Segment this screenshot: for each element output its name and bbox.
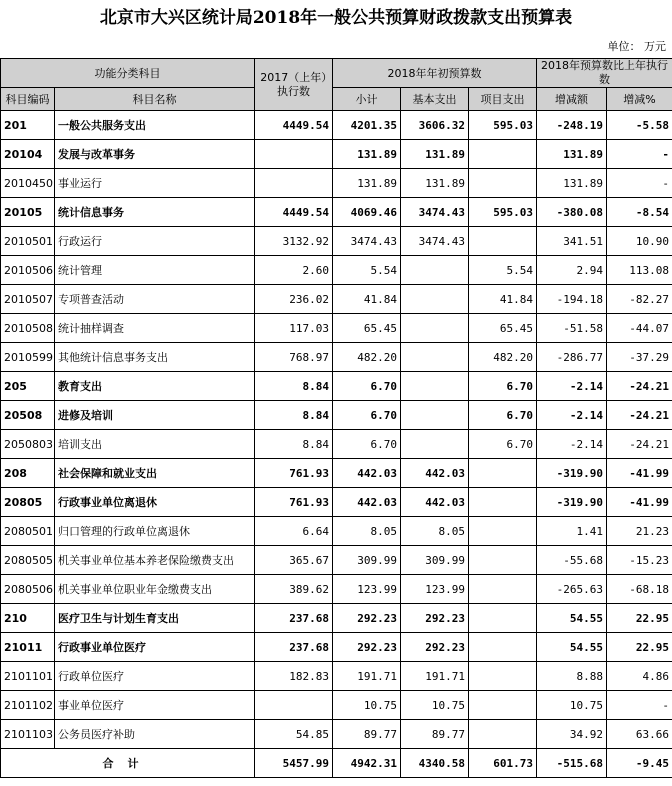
cell-exec: 768.97 — [255, 343, 333, 372]
cell-pct: -15.23 — [607, 546, 672, 575]
cell-pct: -44.07 — [607, 314, 672, 343]
cell-subtotal: 191.71 — [333, 662, 401, 691]
cell-basic: 131.89 — [401, 169, 469, 198]
cell-code: 2080505 — [1, 546, 55, 575]
table-row — [1, 198, 672, 227]
cell-project — [469, 662, 537, 691]
cell-subtotal: 3474.43 — [333, 227, 401, 256]
cell-code: 20105 — [1, 198, 55, 227]
table-row — [1, 517, 672, 546]
cell-name: 专项普查活动 — [55, 285, 255, 314]
cell-basic: 191.71 — [401, 662, 469, 691]
total-project: 601.73 — [469, 749, 537, 778]
cell-subtotal: 41.84 — [333, 285, 401, 314]
cell-name: 机关事业单位基本养老保险缴费支出 — [55, 546, 255, 575]
cell-code: 2010507 — [1, 285, 55, 314]
cell-code: 201 — [1, 111, 55, 140]
cell-name: 统计管理 — [55, 256, 255, 285]
cell-name: 公务员医疗补助 — [55, 720, 255, 749]
cell-exec: 182.83 — [255, 662, 333, 691]
cell-basic: 10.75 — [401, 691, 469, 720]
cell-diff: -319.90 — [537, 488, 607, 517]
cell-name: 统计信息事务 — [55, 198, 255, 227]
cell-project: 6.70 — [469, 401, 537, 430]
cell-code: 20104 — [1, 140, 55, 169]
cell-diff: -2.14 — [537, 401, 607, 430]
cell-pct: -41.99 — [607, 488, 672, 517]
cell-subtotal: 292.23 — [333, 604, 401, 633]
cell-name: 培训支出 — [55, 430, 255, 459]
cell-code: 2010508 — [1, 314, 55, 343]
cell-subtotal: 482.20 — [333, 343, 401, 372]
cell-exec — [255, 140, 333, 169]
cell-pct: 10.90 — [607, 227, 672, 256]
cell-exec: 6.64 — [255, 517, 333, 546]
cell-subtotal: 442.03 — [333, 459, 401, 488]
budget-table — [0, 58, 672, 778]
cell-name: 发展与改革事务 — [55, 140, 255, 169]
cell-basic — [401, 285, 469, 314]
cell-subtotal: 123.99 — [333, 575, 401, 604]
cell-project — [469, 140, 537, 169]
cell-subtotal: 5.54 — [333, 256, 401, 285]
cell-diff: 34.92 — [537, 720, 607, 749]
cell-code: 2101101 — [1, 662, 55, 691]
table-row — [1, 662, 672, 691]
cell-subtotal: 6.70 — [333, 372, 401, 401]
cell-pct: -68.18 — [607, 575, 672, 604]
cell-name: 行政运行 — [55, 227, 255, 256]
cell-basic — [401, 401, 469, 430]
table-row — [1, 372, 672, 401]
cell-project: 595.03 — [469, 111, 537, 140]
table-row — [1, 546, 672, 575]
cell-name: 教育支出 — [55, 372, 255, 401]
table-row — [1, 633, 672, 662]
cell-subtotal: 309.99 — [333, 546, 401, 575]
cell-code: 20508 — [1, 401, 55, 430]
cell-subtotal: 6.70 — [333, 401, 401, 430]
cell-diff: 131.89 — [537, 169, 607, 198]
cell-exec — [255, 169, 333, 198]
table-row — [1, 256, 672, 285]
cell-diff: 54.55 — [537, 633, 607, 662]
cell-project: 6.70 — [469, 430, 537, 459]
header-subtotal: 小计 — [333, 88, 401, 111]
cell-diff: -248.19 — [537, 111, 607, 140]
cell-exec: 365.67 — [255, 546, 333, 575]
header-change-amount: 增减额 — [537, 88, 607, 111]
table-row — [1, 169, 672, 198]
cell-project — [469, 575, 537, 604]
cell-basic: 292.23 — [401, 604, 469, 633]
cell-exec: 2.60 — [255, 256, 333, 285]
cell-diff: -51.58 — [537, 314, 607, 343]
cell-pct: 21.23 — [607, 517, 672, 546]
cell-name: 一般公共服务支出 — [55, 111, 255, 140]
cell-basic: 89.77 — [401, 720, 469, 749]
cell-exec: 8.84 — [255, 372, 333, 401]
total-basic: 4340.58 — [401, 749, 469, 778]
cell-diff: -2.14 — [537, 430, 607, 459]
cell-project — [469, 604, 537, 633]
cell-basic: 3474.43 — [401, 198, 469, 227]
cell-basic: 3606.32 — [401, 111, 469, 140]
cell-pct: - — [607, 169, 672, 198]
header-row-1 — [1, 59, 672, 88]
cell-pct: 63.66 — [607, 720, 672, 749]
header-exec-2017: 2017（上年）执行数 — [255, 59, 333, 111]
total-pct: -9.45 — [607, 749, 672, 778]
cell-project — [469, 546, 537, 575]
cell-subtotal: 4069.46 — [333, 198, 401, 227]
cell-pct: -37.29 — [607, 343, 672, 372]
cell-diff: -194.18 — [537, 285, 607, 314]
cell-code: 2010450 — [1, 169, 55, 198]
table-row — [1, 691, 672, 720]
cell-code: 2050803 — [1, 430, 55, 459]
cell-exec: 389.62 — [255, 575, 333, 604]
cell-exec: 3132.92 — [255, 227, 333, 256]
total-label: 合计 — [1, 749, 255, 778]
cell-diff: 10.75 — [537, 691, 607, 720]
table-row — [1, 488, 672, 517]
cell-exec: 54.85 — [255, 720, 333, 749]
cell-basic: 131.89 — [401, 140, 469, 169]
unit-label: 单位： 万元 — [607, 40, 666, 53]
cell-code: 2010599 — [1, 343, 55, 372]
cell-diff: 131.89 — [537, 140, 607, 169]
table-row — [1, 401, 672, 430]
cell-diff: -380.08 — [537, 198, 607, 227]
cell-project: 482.20 — [469, 343, 537, 372]
cell-project: 595.03 — [469, 198, 537, 227]
cell-project — [469, 720, 537, 749]
cell-exec: 117.03 — [255, 314, 333, 343]
header-compare: 2018年预算数比上年执行数 — [537, 59, 672, 88]
cell-subtotal: 442.03 — [333, 488, 401, 517]
cell-name: 医疗卫生与计划生育支出 — [55, 604, 255, 633]
table-row — [1, 111, 672, 140]
cell-name: 事业运行 — [55, 169, 255, 198]
table-row — [1, 459, 672, 488]
cell-project: 6.70 — [469, 372, 537, 401]
cell-code: 2010501 — [1, 227, 55, 256]
cell-project — [469, 169, 537, 198]
cell-code: 2080501 — [1, 517, 55, 546]
cell-subtotal: 8.05 — [333, 517, 401, 546]
cell-basic: 3474.43 — [401, 227, 469, 256]
cell-code: 208 — [1, 459, 55, 488]
cell-pct: 22.95 — [607, 604, 672, 633]
header-func-group: 功能分类科目 — [1, 59, 255, 88]
cell-basic: 442.03 — [401, 488, 469, 517]
cell-name: 统计抽样调查 — [55, 314, 255, 343]
cell-name: 机关事业单位职业年金缴费支出 — [55, 575, 255, 604]
header-project: 项目支出 — [469, 88, 537, 111]
cell-name: 归口管理的行政单位离退休 — [55, 517, 255, 546]
cell-name: 其他统计信息事务支出 — [55, 343, 255, 372]
cell-exec: 8.84 — [255, 401, 333, 430]
cell-diff: 341.51 — [537, 227, 607, 256]
table-row — [1, 140, 672, 169]
page-title: 北京市大兴区统计局2018年一般公共预算财政拨款支出预算表 — [99, 8, 573, 28]
cell-project — [469, 227, 537, 256]
cell-subtotal: 131.89 — [333, 140, 401, 169]
total-subtotal: 4942.31 — [333, 749, 401, 778]
cell-diff: -2.14 — [537, 372, 607, 401]
cell-pct: -24.21 — [607, 430, 672, 459]
cell-basic: 123.99 — [401, 575, 469, 604]
cell-project — [469, 633, 537, 662]
cell-code: 2010506 — [1, 256, 55, 285]
cell-code: 2101103 — [1, 720, 55, 749]
cell-subtotal: 131.89 — [333, 169, 401, 198]
cell-pct: -5.58 — [607, 111, 672, 140]
header-code: 科目编码 — [1, 88, 55, 111]
cell-pct: -82.27 — [607, 285, 672, 314]
table-row — [1, 314, 672, 343]
cell-name: 行政单位医疗 — [55, 662, 255, 691]
cell-subtotal: 4201.35 — [333, 111, 401, 140]
cell-basic — [401, 372, 469, 401]
cell-code: 210 — [1, 604, 55, 633]
total-diff: -515.68 — [537, 749, 607, 778]
cell-code: 205 — [1, 372, 55, 401]
cell-project — [469, 691, 537, 720]
cell-diff: 1.41 — [537, 517, 607, 546]
cell-basic — [401, 343, 469, 372]
cell-name: 行政事业单位医疗 — [55, 633, 255, 662]
cell-exec: 237.68 — [255, 604, 333, 633]
cell-subtotal: 292.23 — [333, 633, 401, 662]
cell-subtotal: 89.77 — [333, 720, 401, 749]
table-row — [1, 720, 672, 749]
cell-project — [469, 459, 537, 488]
cell-diff: -286.77 — [537, 343, 607, 372]
cell-project — [469, 488, 537, 517]
cell-diff: -55.68 — [537, 546, 607, 575]
cell-exec: 237.68 — [255, 633, 333, 662]
cell-project: 41.84 — [469, 285, 537, 314]
cell-diff: -265.63 — [537, 575, 607, 604]
header-budget-2018: 2018年年初预算数 — [333, 59, 537, 88]
table-row — [1, 227, 672, 256]
header-basic: 基本支出 — [401, 88, 469, 111]
cell-pct: -8.54 — [607, 198, 672, 227]
table-row — [1, 343, 672, 372]
cell-exec — [255, 691, 333, 720]
cell-subtotal: 10.75 — [333, 691, 401, 720]
cell-diff: 8.88 — [537, 662, 607, 691]
header-name: 科目名称 — [55, 88, 255, 111]
cell-pct: -24.21 — [607, 401, 672, 430]
cell-exec: 4449.54 — [255, 198, 333, 227]
cell-code: 21011 — [1, 633, 55, 662]
total-row — [1, 749, 672, 778]
cell-exec: 761.93 — [255, 459, 333, 488]
cell-project: 65.45 — [469, 314, 537, 343]
cell-pct: 22.95 — [607, 633, 672, 662]
cell-basic — [401, 314, 469, 343]
cell-subtotal: 6.70 — [333, 430, 401, 459]
cell-exec: 8.84 — [255, 430, 333, 459]
cell-basic — [401, 430, 469, 459]
total-exec: 5457.99 — [255, 749, 333, 778]
cell-pct: 4.86 — [607, 662, 672, 691]
cell-pct: -24.21 — [607, 372, 672, 401]
cell-project: 5.54 — [469, 256, 537, 285]
cell-exec: 4449.54 — [255, 111, 333, 140]
cell-basic: 8.05 — [401, 517, 469, 546]
cell-exec: 236.02 — [255, 285, 333, 314]
cell-name: 进修及培训 — [55, 401, 255, 430]
cell-basic: 442.03 — [401, 459, 469, 488]
table-body — [1, 111, 672, 749]
cell-pct: - — [607, 691, 672, 720]
header-change-pct: 增减% — [607, 88, 672, 111]
table-row — [1, 285, 672, 314]
table-row — [1, 430, 672, 459]
cell-basic: 309.99 — [401, 546, 469, 575]
cell-diff: -319.90 — [537, 459, 607, 488]
cell-basic — [401, 256, 469, 285]
cell-subtotal: 65.45 — [333, 314, 401, 343]
cell-code: 2101102 — [1, 691, 55, 720]
cell-basic: 292.23 — [401, 633, 469, 662]
cell-diff: 54.55 — [537, 604, 607, 633]
cell-name: 事业单位医疗 — [55, 691, 255, 720]
cell-diff: 2.94 — [537, 256, 607, 285]
cell-pct: 113.08 — [607, 256, 672, 285]
header-row-2 — [1, 88, 672, 111]
cell-name: 社会保障和就业支出 — [55, 459, 255, 488]
cell-name: 行政事业单位离退休 — [55, 488, 255, 517]
table-row — [1, 604, 672, 633]
cell-code: 20805 — [1, 488, 55, 517]
cell-code: 2080506 — [1, 575, 55, 604]
cell-exec: 761.93 — [255, 488, 333, 517]
table-row — [1, 575, 672, 604]
cell-pct: - — [607, 140, 672, 169]
cell-pct: -41.99 — [607, 459, 672, 488]
cell-project — [469, 517, 537, 546]
